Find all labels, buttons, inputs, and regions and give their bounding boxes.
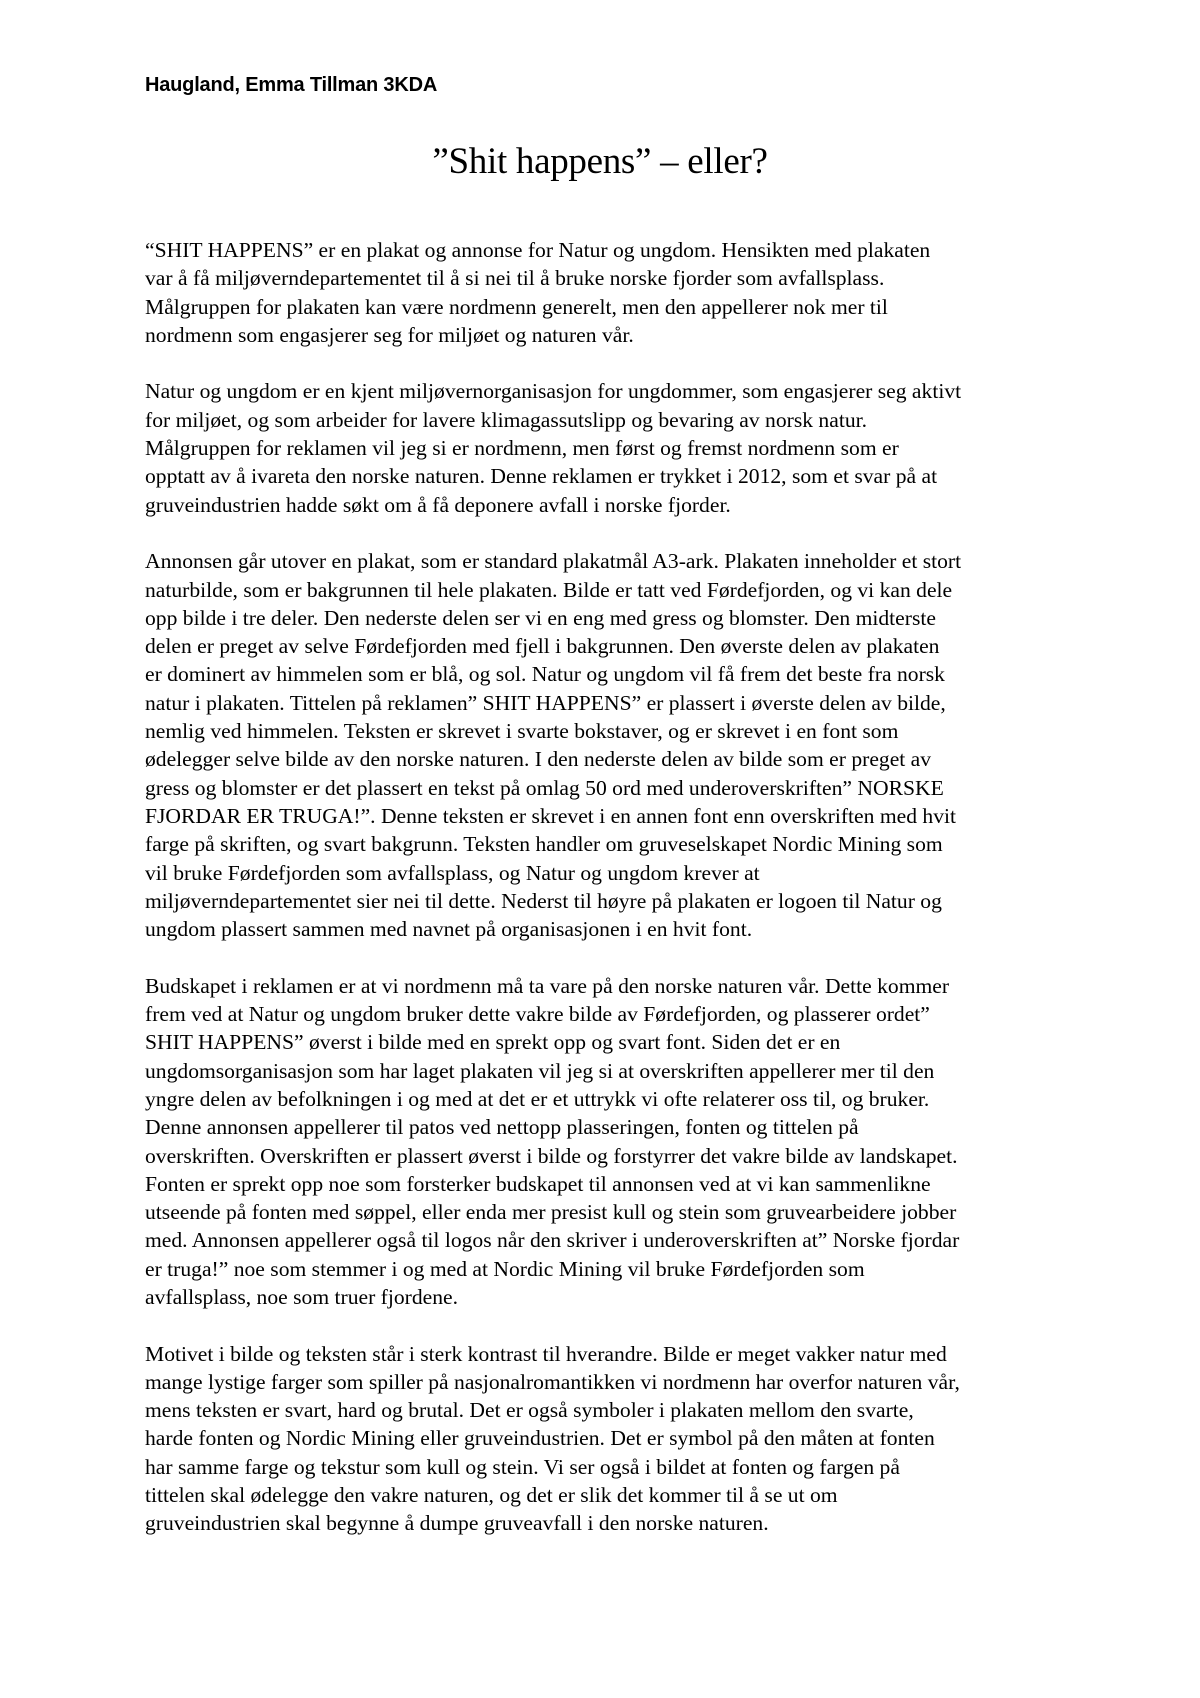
paragraph xyxy=(145,377,1075,518)
text-line: ødelegger selve bilde av den norske naturen. I den nederste delen av bilde som er preget av xyxy=(145,747,932,772)
text-line: gruveindustrien skal begynne å dumpe gruveavfall i den norske naturen. xyxy=(145,1511,769,1536)
text-line: var å få miljøverndepartementet til å si nei til å bruke norske fjorder som avfallsplass. xyxy=(145,266,885,291)
text-line: er truga!” noe som stemmer i og med at Nordic Mining vil bruke Førdefjorden som xyxy=(145,1256,865,1281)
text-line: ungdomsorganisasjon som har laget plakaten vil jeg si at overskriften appellerer mer til den xyxy=(145,1058,935,1083)
text-line: har samme farge og tekstur som kull og stein. Vi ser også i bildet at fonten og fargen på xyxy=(145,1454,900,1479)
text-line: yngre delen av befolkningen i og med at det er et uttrykk vi ofte relaterer oss til, og bruker. xyxy=(145,1086,930,1111)
text-line: Budskapet i reklamen er at vi nordmenn må ta vare på den norske naturen vår. Dette kommer xyxy=(145,973,950,998)
text-line: gruveindustrien hadde søkt om å få deponere avfall i norske fjorder. xyxy=(145,492,731,517)
text-line: vil bruke Førdefjorden som avfallsplass, og Natur og ungdom krever at xyxy=(145,860,760,885)
text-line: natur i plakaten. Tittelen på reklamen” SHIT HAPPENS” er plassert i øverste delen av bilde, xyxy=(145,690,946,715)
text-line: delen er preget av selve Førdefjorden med fjell i bakgrunnen. Den øverste delen av plakaten xyxy=(145,634,940,659)
text-line: naturbilde, som er bakgrunnen til hele plakaten. Bilde er tatt ved Førdefjorden, og vi kan dele xyxy=(145,577,953,602)
paragraph xyxy=(145,972,1075,1312)
text-line: “SHIT HAPPENS” er en plakat og annonse for Natur og ungdom. Hensikten med plakaten xyxy=(145,238,931,262)
document-body xyxy=(145,236,1075,1566)
text-line: Målgruppen for reklamen vil jeg si er nordmenn, men først og fremst nordmenn som er xyxy=(145,436,899,461)
text-line: mange lystige farger som spiller på nasjonalromantikken vi nordmenn har overfor naturen vår, xyxy=(145,1369,960,1394)
text-line: FJORDAR ER TRUGA!”. Denne teksten er skrevet i en annen font enn overskriften med hvit xyxy=(145,803,956,828)
text-line: avfallsplass, noe som truer fjordene. xyxy=(145,1284,459,1309)
document-title: ”Shit happens” – eller? xyxy=(432,141,768,182)
paragraph xyxy=(145,547,1075,943)
text-line: nordmenn som engasjerer seg for miljøet og naturen vår. xyxy=(145,322,634,347)
text-line: gress og blomster er det plassert en tekst på omlag 50 ord med underoverskriften” NORSKE xyxy=(145,775,944,800)
text-line: Annonsen går utover en plakat, som er standard plakatmål A3-ark. Plakaten inneholder et stort xyxy=(145,549,962,574)
text-line: farge på skriften, og svart bakgrunn. Teksten handler om gruveselskapet Nordic Mining som xyxy=(145,832,943,857)
text-line: tittelen skal ødelegge den vakre naturen, og det er slik det kommer til å se ut om xyxy=(145,1483,838,1508)
text-line: opp bilde i tre deler. Den nederste delen ser vi en eng med gress og blomster. Den midterste xyxy=(145,605,936,630)
text-line: er dominert av himmelen som er blå, og sol. Natur og ungdom vil få frem det beste fra norsk xyxy=(145,662,945,687)
paragraph xyxy=(145,1340,1075,1538)
text-line: opptatt av å ivareta den norske naturen. Denne reklamen er trykket i 2012, som et svar på at xyxy=(145,464,938,489)
author-header: Haugland, Emma Tillman 3KDA xyxy=(145,74,438,96)
text-line: frem ved at Natur og ungdom bruker dette vakre bilde av Førdefjorden, og plasserer ordet” xyxy=(145,1002,930,1027)
text-line: Målgruppen for plakaten kan være nordmenn generelt, men den appellerer nok mer til xyxy=(145,294,888,319)
text-line: for miljøet, og som arbeider for lavere klimagassutslipp og bevaring av norsk natur. xyxy=(145,407,868,432)
text-line: SHIT HAPPENS” øverst i bilde med en sprekt opp og svart font. Siden det er en xyxy=(145,1030,841,1055)
text-line: med. Annonsen appellerer også til logos når den skriver i underoverskriften at” Norske fjordar xyxy=(145,1228,960,1253)
paragraph xyxy=(145,236,1075,349)
text-line: overskriften. Overskriften er plassert øverst i bilde og forstyrrer det vakre bilde av landskapet. xyxy=(145,1143,958,1168)
text-line: Denne annonsen appellerer til patos ved nettopp plasseringen, fonten og tittelen på xyxy=(145,1115,859,1140)
text-line: harde fonten og Nordic Mining eller gruveindustrien. Det er symbol på den måten at fonten xyxy=(145,1426,935,1451)
text-line: nemlig ved himmelen. Teksten er skrevet i svarte bokstaver, og er skrevet i en font som xyxy=(145,719,899,744)
text-line: miljøverndepartementet sier nei til dette. Nederst til høyre på plakaten er logoen til Natur og xyxy=(145,888,942,913)
text-line: mens teksten er svart, hard og brutal. Det er også symboler i plakaten mellom den svarte, xyxy=(145,1398,914,1423)
text-line: Natur og ungdom er en kjent miljøvernorganisasjon for ungdommer, som engasjerer seg aktivt xyxy=(145,379,962,404)
text-line: Fonten er sprekt opp noe som forsterker budskapet til annonsen ved at vi kan sammenlikne xyxy=(145,1171,931,1196)
text-line: utseende på fonten med søppel, eller enda mer presist kull og stein som gruvearbeidere jobber xyxy=(145,1200,957,1225)
text-line: Motivet i bilde og teksten står i sterk kontrast til hverandre. Bilde er meget vakker natur med xyxy=(145,1341,947,1366)
text-line: ungdom plassert sammen med navnet på organisasjonen i en hvit font. xyxy=(145,917,753,942)
